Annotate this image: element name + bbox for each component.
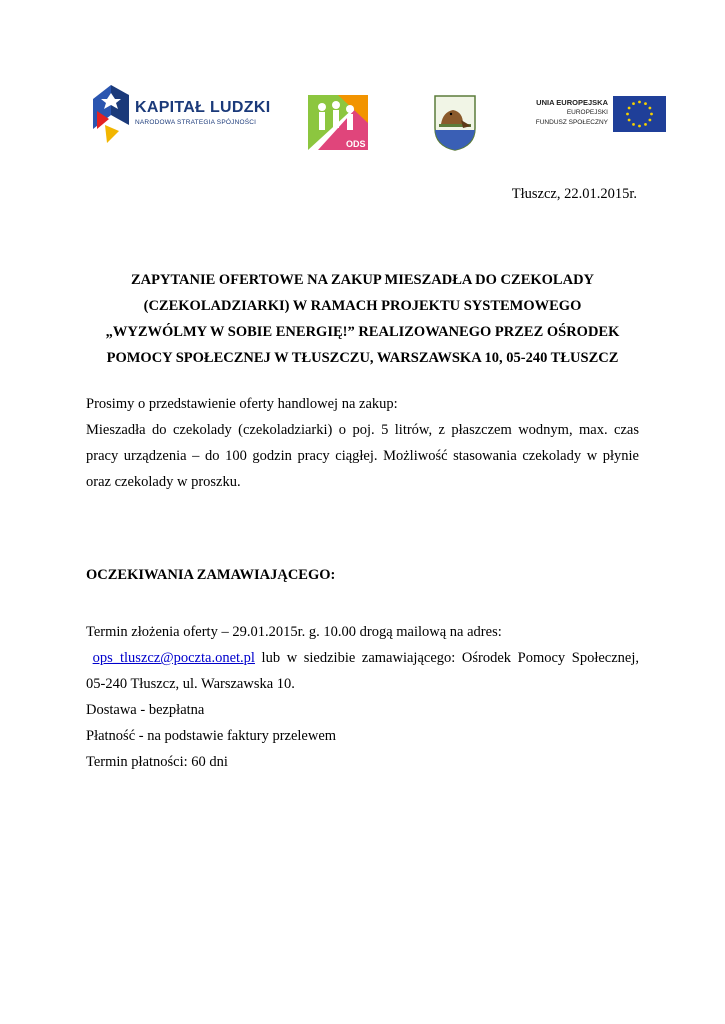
email-link[interactable]: ops_tluszcz@poczta.onet.pl <box>92 650 255 666</box>
eu-flag-icon <box>613 96 666 132</box>
request-intro: Prosimy o przedstawienie oferty handlowej na zakup: <box>86 396 398 412</box>
payment-line: Płatność - na podstawie faktury przelewem <box>86 728 337 744</box>
address-rest: lub w siedzibie zamawiającego: Ośrodek Pomocy Społecznej, <box>254 650 639 666</box>
coat-of-arms-logo <box>433 94 477 152</box>
request-paragraph <box>86 391 639 495</box>
request-line-3: oraz czekolady w proszku. <box>86 474 241 490</box>
kapital-ludzki-logo <box>93 85 273 147</box>
ods-emblem-icon <box>308 95 368 150</box>
request-line-1: Mieszadła do czekolady (czekoladziarki) o poj. 5 litrów, z płaszczem wodnym, max. czas <box>86 422 639 438</box>
payment-term-line: Termin płatności: 60 dni <box>86 754 228 770</box>
address-line-2: 05-240 Tłuszcz, ul. Warszawska 10. <box>86 676 295 692</box>
eu-logo-line3: FUNDUSZ SPOŁECZNY <box>535 119 608 126</box>
document-date: Tłuszcz, 22.01.2015r. <box>511 186 637 202</box>
deadline-line: Termin złożenia oferty – 29.01.2015r. g. 10.00 drogą mailową na adres: <box>86 624 502 640</box>
kapital-ludzki-emblem-icon <box>93 85 133 147</box>
eu-logo-line2: EUROPEJSKI <box>566 109 608 116</box>
kapital-ludzki-title: KAPITAŁ LUDZKI <box>135 99 271 116</box>
title-line-3: „WYZWÓLMY W SOBIE ENERGIĘ!” REALIZOWANEGO PRZEZ OŚRODEK <box>105 324 620 340</box>
address-line-1 <box>86 645 639 671</box>
document-title <box>86 267 639 371</box>
kapital-ludzki-subtitle: NARODOWA STRATEGIA SPÓJNOŚCI <box>135 119 257 126</box>
ods-letters: ODS <box>346 139 366 149</box>
section-heading: OCZEKIWANIA ZAMAWIAJĄCEGO: <box>86 567 336 583</box>
delivery-line: Dostawa - bezpłatna <box>86 702 205 718</box>
ods-logo <box>308 95 368 150</box>
request-line-2: pracy urządzenia – do 100 godzin pracy ciągłej. Możliwość stasowania czekolady w płynie <box>86 448 639 464</box>
title-line-1: ZAPYTANIE OFERTOWE NA ZAKUP MIESZADŁA DO CZEKOLADY <box>130 272 595 288</box>
eu-logo <box>530 96 666 134</box>
expectations-paragraph <box>86 619 639 775</box>
eu-logo-line1: UNIA EUROPEJSKA <box>536 98 608 107</box>
coat-of-arms-beaver-icon <box>433 94 477 152</box>
title-line-4: POMOCY SPOŁECZNEJ W TŁUSZCZU, WARSZAWSKA 10, 05-240 TŁUSZCZ <box>106 350 619 366</box>
title-line-2: (CZEKOLADZIARKI) W RAMACH PROJEKTU SYSTEMOWEGO <box>143 298 582 314</box>
